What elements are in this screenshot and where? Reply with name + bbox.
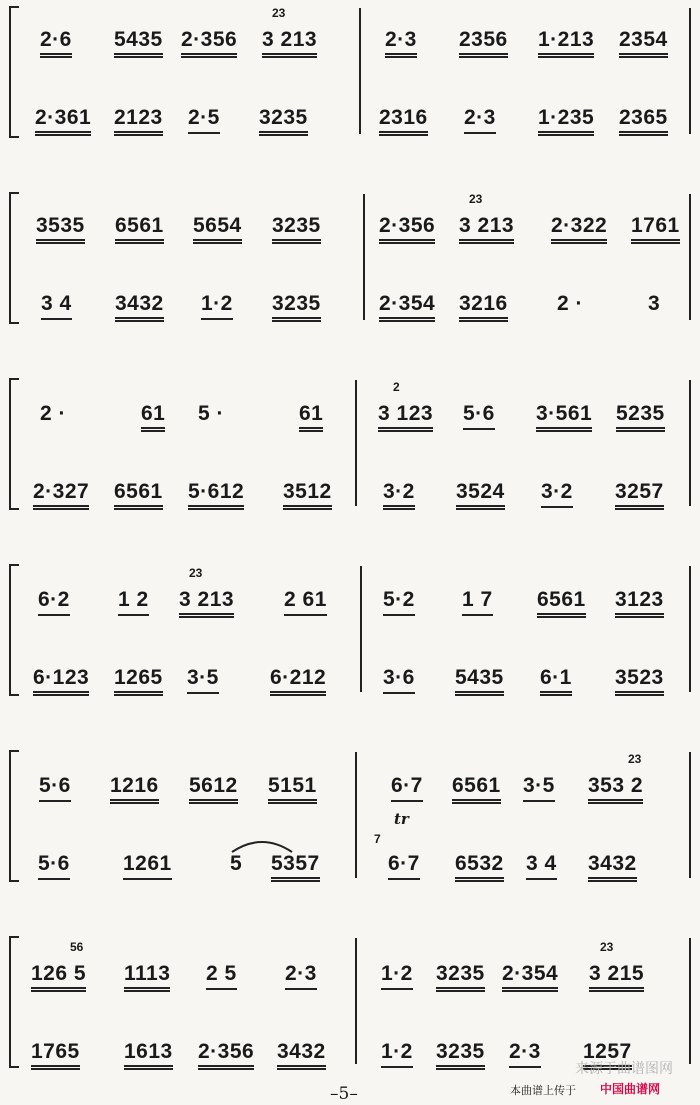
grace-notes: 23 xyxy=(628,752,642,766)
note-group: 3235 xyxy=(272,292,321,322)
note-group: 2 61 xyxy=(284,588,327,616)
note-group: 2·5 xyxy=(188,106,220,134)
system-4 xyxy=(0,558,700,728)
note-group: 6561 xyxy=(115,214,164,244)
note-group: 1·213 xyxy=(538,28,594,58)
note-group: 3·6 xyxy=(383,666,415,694)
note-group: 3·2 xyxy=(541,480,573,508)
note-group: 353 2 xyxy=(588,774,643,804)
note-group: 1·2 xyxy=(201,292,233,320)
grace-notes: 23 xyxy=(189,566,203,580)
note-group: 1613 xyxy=(124,1040,173,1070)
note-group: 1·2 xyxy=(381,1040,413,1068)
note-group: 2·356 xyxy=(181,28,237,58)
note-group: 5654 xyxy=(193,214,242,244)
note-group: 6·7 xyxy=(388,852,420,880)
note-group: 5235 xyxy=(616,402,665,432)
note-group: 5151 xyxy=(268,774,317,804)
note-group: 2·3 xyxy=(509,1040,541,1068)
staff-lower xyxy=(0,284,700,324)
note-group: 3 213 xyxy=(179,588,234,618)
note-group: 2·361 xyxy=(35,106,91,136)
trill-mark: tr xyxy=(394,810,409,828)
note-group: 3512 xyxy=(283,480,332,510)
note-group: 6532 xyxy=(455,852,504,882)
note-group: 126 5 xyxy=(31,962,86,992)
note-group: 61 xyxy=(141,402,165,432)
system-2 xyxy=(0,186,700,356)
note-group: 5612 xyxy=(189,774,238,804)
note-group: 1 2 xyxy=(118,588,149,616)
note-group: 3 213 xyxy=(459,214,514,244)
system-5 xyxy=(0,744,700,914)
note-group: 3 xyxy=(648,292,661,315)
note-group: 1765 xyxy=(31,1040,80,1070)
grace-notes: 23 xyxy=(469,192,483,206)
note-group: 3523 xyxy=(615,666,664,696)
note-group: 2 · xyxy=(557,292,584,315)
note-group: 5·6 xyxy=(38,852,70,880)
note-group: 5435 xyxy=(114,28,163,58)
note-group: 3432 xyxy=(115,292,164,322)
staff-upper xyxy=(0,752,700,806)
note-group: 1261 xyxy=(123,852,172,880)
note-group: 3 4 xyxy=(526,852,557,880)
note-group: 6561 xyxy=(452,774,501,804)
note-group: 2·3 xyxy=(464,106,496,134)
note-group: 5435 xyxy=(455,666,504,696)
note-group: 3535 xyxy=(36,214,85,244)
grace-notes: 23 xyxy=(272,6,286,20)
note-group: 2365 xyxy=(619,106,668,136)
note-group: 3432 xyxy=(588,852,637,882)
note-group: 2·6 xyxy=(40,28,72,58)
note-group: 1·2 xyxy=(381,962,413,990)
note-group: 5 xyxy=(230,852,243,875)
note-group: 2·322 xyxy=(551,214,607,244)
note-group: 3·561 xyxy=(536,402,592,432)
staff-upper xyxy=(0,566,700,620)
note-group: 5357 xyxy=(271,852,320,882)
staff-lower xyxy=(0,810,700,884)
note-group: 2356 xyxy=(459,28,508,58)
note-group: 6·212 xyxy=(270,666,326,696)
note-group: 1113 xyxy=(124,962,170,992)
note-group: 1216 xyxy=(110,774,159,804)
staff-upper xyxy=(0,940,700,994)
note-group: 3216 xyxy=(459,292,508,322)
note-group: 1761 xyxy=(631,214,680,244)
grace-notes: 23 xyxy=(600,940,614,954)
note-group: 5·6 xyxy=(463,402,495,430)
note-group: 5·612 xyxy=(188,480,244,510)
grace-notes: 56 xyxy=(70,940,84,954)
note-group: 3524 xyxy=(456,480,505,510)
grace-notes: 2 xyxy=(393,380,400,394)
note-group: 3 123 xyxy=(378,402,433,432)
note-group: 6·7 xyxy=(391,774,423,802)
note-group: 3235 xyxy=(436,962,485,992)
staff-lower xyxy=(0,658,700,698)
staff-lower xyxy=(0,472,700,512)
source-note: 本曲谱上传于 xyxy=(510,1085,576,1097)
note-group: 5·2 xyxy=(383,588,415,616)
grace-notes: 7 xyxy=(374,832,381,846)
staff-upper xyxy=(0,380,700,434)
note-group: 3 4 xyxy=(41,292,72,320)
note-group: 5·6 xyxy=(39,774,71,802)
note-group: 6·123 xyxy=(33,666,89,696)
note-group: 2·354 xyxy=(502,962,558,992)
note-group: 2·356 xyxy=(198,1040,254,1070)
note-group: 2·3 xyxy=(385,28,417,58)
note-group: 3 215 xyxy=(589,962,644,992)
note-group: 2·3 xyxy=(285,962,317,990)
note-group: 2·354 xyxy=(379,292,435,322)
note-group: 3432 xyxy=(277,1040,326,1070)
note-group: 1·235 xyxy=(538,106,594,136)
note-group: 2316 xyxy=(379,106,428,136)
note-group: 2·327 xyxy=(33,480,89,510)
note-group: 61 xyxy=(299,402,323,432)
system-3 xyxy=(0,372,700,542)
note-group: 3235 xyxy=(272,214,321,244)
note-group: 3·5 xyxy=(187,666,219,694)
page-number: –5– xyxy=(330,1084,358,1104)
note-group: 2 5 xyxy=(206,962,237,990)
note-group: 3·5 xyxy=(523,774,555,802)
staff-upper xyxy=(0,6,700,60)
note-group: 3235 xyxy=(436,1040,485,1070)
note-group: 3235 xyxy=(259,106,308,136)
note-group: 3123 xyxy=(615,588,664,618)
note-group: 6·2 xyxy=(38,588,70,616)
note-group: 6·1 xyxy=(540,666,572,696)
note-group: 3 213 xyxy=(262,28,317,58)
note-group: 6561 xyxy=(537,588,586,618)
staff-upper xyxy=(0,192,700,246)
watermark: 来源于曲谱图网 xyxy=(575,1060,673,1076)
staff-lower xyxy=(0,98,700,138)
note-group: 6561 xyxy=(114,480,163,510)
note-group: 3257 xyxy=(615,480,664,510)
site-logo: 中国曲谱网 xyxy=(600,1082,661,1096)
note-group: 2 · xyxy=(40,402,67,425)
note-group: 2354 xyxy=(619,28,668,58)
note-group: 5 · xyxy=(198,402,225,425)
note-group: 1 7 xyxy=(462,588,493,616)
note-group: 3·2 xyxy=(383,480,415,510)
note-group: 2123 xyxy=(114,106,163,136)
note-group: 1257 xyxy=(583,1040,632,1070)
note-group: 1265 xyxy=(114,666,163,696)
note-group: 2·356 xyxy=(379,214,435,244)
system-1 xyxy=(0,0,700,170)
